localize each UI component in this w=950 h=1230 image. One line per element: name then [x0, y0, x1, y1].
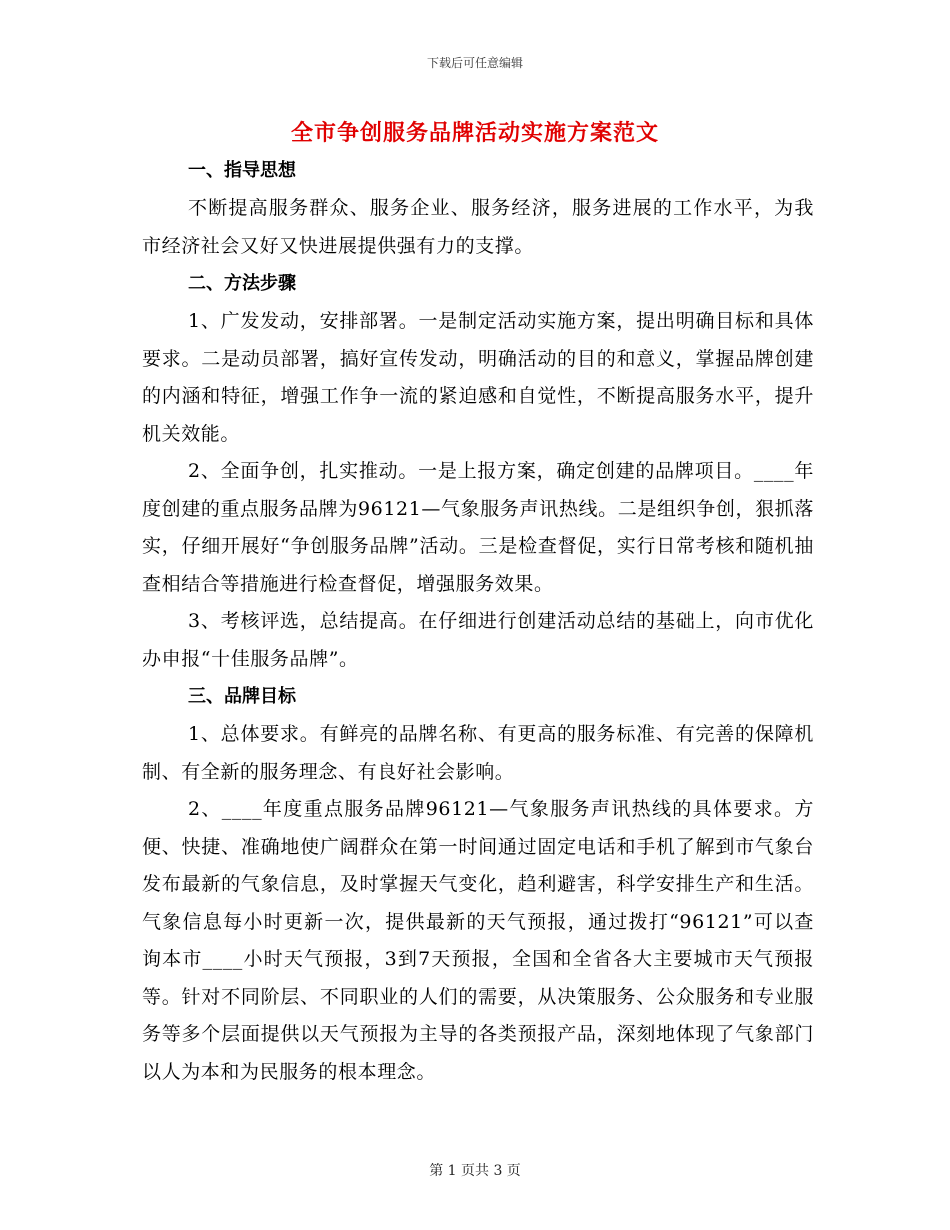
- paragraph: 不断提高服务群众、服务企业、服务经济，服务进展的工作水平，为我市经济社会又好又快进展提供强有力的支撑。: [142, 197, 814, 257]
- section-heading: 一、指导思想: [188, 160, 296, 181]
- document-body: [142, 152, 814, 1091]
- page-footer: 第 1 页共 3 页: [429, 1163, 521, 1179]
- paragraph: 2、____年度重点服务品牌96121—气象服务声讯热线的具体要求。方便、快捷、准确地使广阔群众在第一时间通过固定电话和手机了解到市气象台发布最新的气象信息，及时掌握天气变化，趋利避害，科学安排生产和生活。气象信息每小时更新一次，提供最新的天气预报，通过拨打“96121”可以查询本市____小时天气预报，3到7天预报，全国和全省各大主要城市天气预报等。针对不同阶层、不同职业的人们的需要，从决策服务、公众服务和专业服务等多个层面提供以天气预报为主导的各类预报产品，深刻地体现了气象部门以人为本和为民服务的根本理念。: [142, 798, 814, 1083]
- paragraph: 1、广发发动，安排部署。一是制定活动实施方案，提出明确目标和具体要求。二是动员部署，搞好宣传发动，明确活动的目的和意义，掌握品牌创建的内涵和特征，增强工作争一流的紧迫感和自觉性，不断提高服务水平，提升机关效能。: [142, 310, 814, 445]
- paragraph: 1、总体要求。有鲜亮的品牌名称、有更高的服务标准、有完善的保障机制、有全新的服务理念、有良好社会影响。: [142, 723, 814, 783]
- paragraph: 3、考核评选，总结提高。在仔细进行创建活动总结的基础上，向市优化办申报“十佳服务品牌”。: [142, 610, 814, 670]
- document-title: 全市争创服务品牌活动实施方案范文: [290, 120, 659, 146]
- header-note: 下载后可任意编辑: [426, 56, 523, 70]
- section-heading: 三、品牌目标: [188, 686, 296, 707]
- section-heading: 二、方法步骤: [188, 273, 296, 294]
- paragraph: 2、全面争创，扎实推动。一是上报方案，确定创建的品牌项目。____年度创建的重点服务品牌为96121—气象服务声讯热线。二是组织争创，狠抓落实，仔细开展好“争创服务品牌”活动。三是检查督促，实行日常考核和随机抽查相结合等措施进行检查督促，增强服务效果。: [142, 460, 814, 595]
